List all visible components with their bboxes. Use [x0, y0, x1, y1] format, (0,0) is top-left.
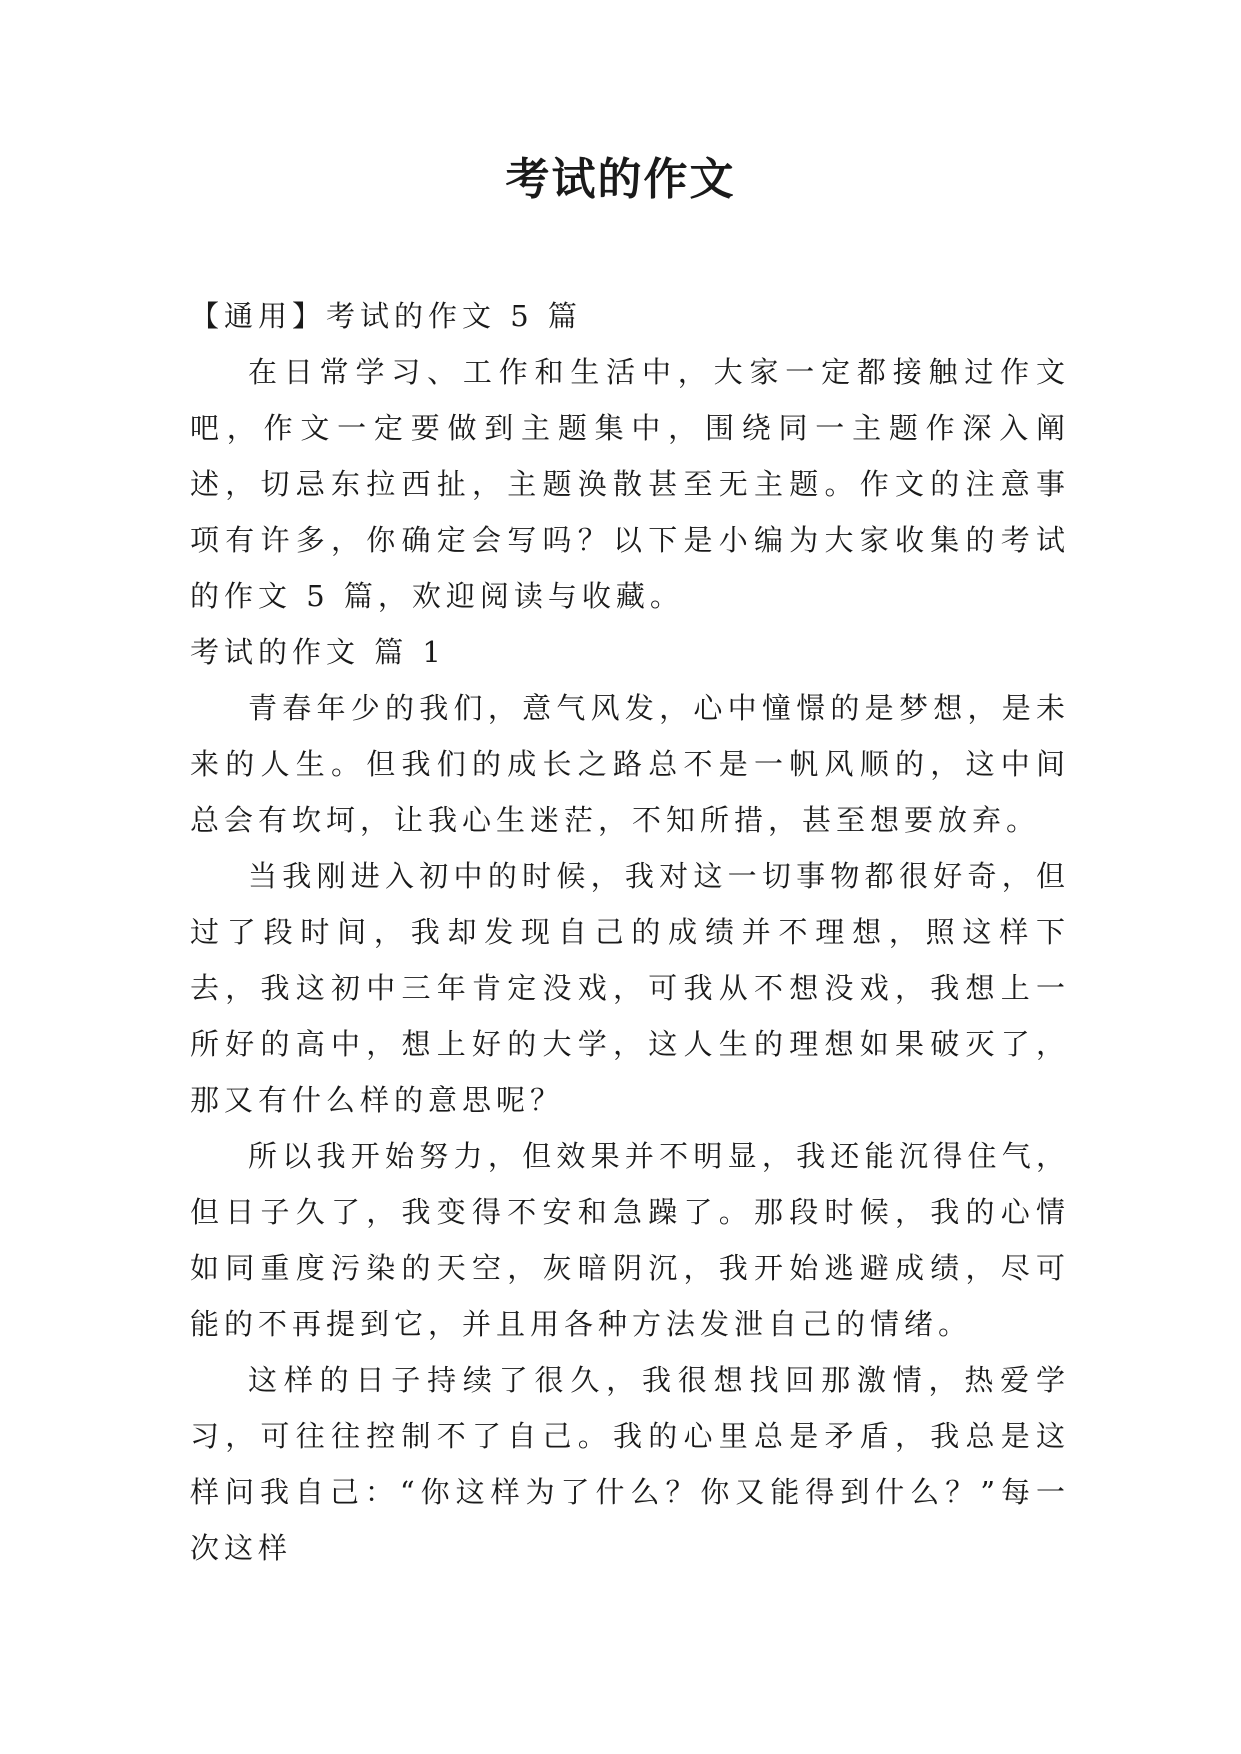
- document-body: [190, 288, 1070, 1576]
- body-paragraph: 青春年少的我们，意气风发，心中憧憬的是梦想，是未来的人生。但我们的成长之路总不是一帆风顺的，这中间总会有坎坷，让我心生迷茫，不知所措，甚至想要放弃。: [190, 691, 1070, 837]
- intro-paragraph: 在日常学习、工作和生活中，大家一定都接触过作文吧，作文一定要做到主题集中，围绕同一主题作深入阐述，切忌东拉西扯，主题涣散甚至无主题。作文的注意事项有许多，你确定会写吗？以下是小编为大家收集的考试的作文 5 篇，欢迎阅读与收藏。: [190, 355, 1070, 613]
- section-heading: 考试的作文 篇 1: [190, 635, 446, 669]
- document-subtitle: 【通用】考试的作文 5 篇: [190, 299, 582, 333]
- body-paragraph: 当我刚进入初中的时候，我对这一切事物都很好奇，但过了段时间，我却发现自己的成绩并不理想，照这样下去，我这初中三年肯定没戏，可我从不想没戏，我想上一所好的高中，想上好的大学，这人生的理想如果破灭了，那又有什么样的意思呢？: [190, 859, 1070, 1117]
- body-paragraph: 所以我开始努力，但效果并不明显，我还能沉得住气，但日子久了，我变得不安和急躁了。那段时候，我的心情如同重度污染的天空，灰暗阴沉，我开始逃避成绩，尽可能的不再提到它，并且用各种方法发泄自己的情绪。: [190, 1139, 1070, 1341]
- document-title: 考试的作文: [505, 154, 736, 205]
- body-paragraph: 这样的日子持续了很久，我很想找回那激情，热爱学习，可往往控制不了自己。我的心里总是矛盾，我总是这样问我自己：“你这样为了什么？你又能得到什么？”每一次这样: [190, 1363, 1070, 1565]
